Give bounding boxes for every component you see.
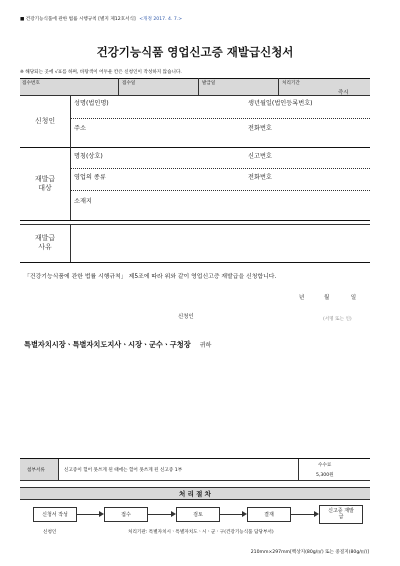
arrow-line: [291, 514, 315, 515]
reason-section-line2: 사유: [38, 243, 52, 251]
arrow-line: [148, 514, 172, 515]
fee-value: 5,300원: [316, 473, 334, 478]
business-name-label: 명칭(상호): [74, 153, 103, 160]
target-phone-label: 전화번호: [248, 174, 272, 181]
page-title: 건강기능식품 영업신고증 재발급신청서: [96, 45, 294, 59]
section-border: [20, 147, 370, 148]
docs-content: 신고증이 헐어 못쓰게 된 때에는 헐어 못쓰게 된 신고증 1부: [64, 468, 183, 473]
applicant-name-label: 성명(법인명): [74, 100, 109, 107]
issue-date-label: 발급일: [202, 81, 216, 86]
receipt-row: [20, 78, 370, 95]
report-no-label: 신고번호: [248, 153, 272, 160]
divider: [278, 78, 279, 95]
applicant-birth-label: 생년월일(법인등록번호): [248, 100, 313, 107]
divider: [70, 190, 370, 191]
divider: [20, 480, 370, 481]
amendment-date: <개정 2017. 4. 7.>: [139, 17, 183, 22]
divider: [70, 224, 71, 262]
business-type-label: 영업의 종류: [74, 174, 106, 181]
receipt-date-label: 접수일: [122, 81, 136, 86]
section-border: [20, 458, 370, 459]
divider: [20, 95, 370, 96]
target-section-line1: 재발급: [34, 174, 56, 183]
process-title: 처 리 절 차: [179, 490, 211, 498]
recipient-name: 특별자치시장ㆍ특별자치도지사ㆍ시장ㆍ군수ㆍ구청장: [24, 340, 191, 349]
divider: [70, 168, 370, 169]
process-actor-handler: 처리기관: 특별자치시ㆍ특별자치도ㆍ시ㆍ군ㆍ구(건강기능식품 담당부서): [128, 530, 274, 535]
date-year-label: 년: [299, 295, 305, 301]
divider: [20, 224, 370, 225]
date-day-label: 일: [350, 295, 357, 301]
divider: [198, 78, 199, 95]
divider: [70, 147, 71, 220]
divider: [118, 78, 119, 95]
law-reference-text: ■ 건강기능식품에 관한 법률 시행규칙 [별지 제12호서식]: [20, 17, 136, 22]
receipt-no-label: 접수번호: [22, 81, 40, 86]
paper-spec: 210mm×297mm[백상지(80g/㎡) 또는 중질지(80g/㎡)]: [250, 550, 369, 555]
table-top-border: [20, 78, 370, 79]
reason-section-line1: 재발급: [34, 234, 56, 243]
divider: [58, 459, 59, 480]
recipient-line: [24, 332, 211, 351]
process-step-review: 검토: [176, 507, 220, 522]
arrow-line: [77, 514, 100, 515]
recipient-suffix: 귀하: [199, 342, 212, 349]
reason-section-label: [20, 224, 70, 262]
period-label: 처리기간: [282, 81, 300, 86]
process-actor-applicant: 신청인: [43, 530, 57, 535]
process-step-write: 신청서 작성: [33, 507, 77, 522]
section-border: [20, 220, 370, 221]
arrow-line: [220, 514, 243, 515]
divider: [70, 95, 71, 147]
signer-label: 신청인: [178, 314, 194, 320]
divider: [298, 459, 299, 480]
process-step-approve: 결재: [247, 507, 291, 522]
fee-label: 수수료: [318, 463, 332, 468]
instruction-note: ※ 해당되는 곳에 √표를 하며, 바탕색이 어두운 칸은 신청인이 작성하지 않습니다.: [20, 70, 182, 75]
process-step-reissue: 신고증 재발급: [319, 505, 363, 524]
divider: [70, 118, 370, 119]
location-label: 소재지: [74, 198, 92, 205]
target-section-label: [20, 147, 70, 220]
date-line: [299, 293, 356, 301]
application-statement: 「건강기능식품에 관한 법률 시행규칙」 제5조에 따라 위와 같이 영업신고증 재발급을 신청합니다.: [24, 274, 277, 280]
target-section-line2: 대상: [38, 183, 52, 192]
applicant-phone-label: 전화번호: [248, 125, 272, 132]
period-value: 즉시: [338, 90, 349, 96]
signature-placeholder: (서명 또는 인): [323, 317, 352, 322]
process-step-receive: 접수: [104, 507, 148, 522]
date-month-label: 월: [323, 295, 330, 301]
law-reference: [20, 16, 182, 22]
docs-label: 첨부서류: [27, 468, 45, 473]
section-border: [20, 262, 370, 263]
applicant-address-label: 주소: [74, 125, 86, 132]
applicant-section-label: 신청인: [34, 116, 56, 125]
